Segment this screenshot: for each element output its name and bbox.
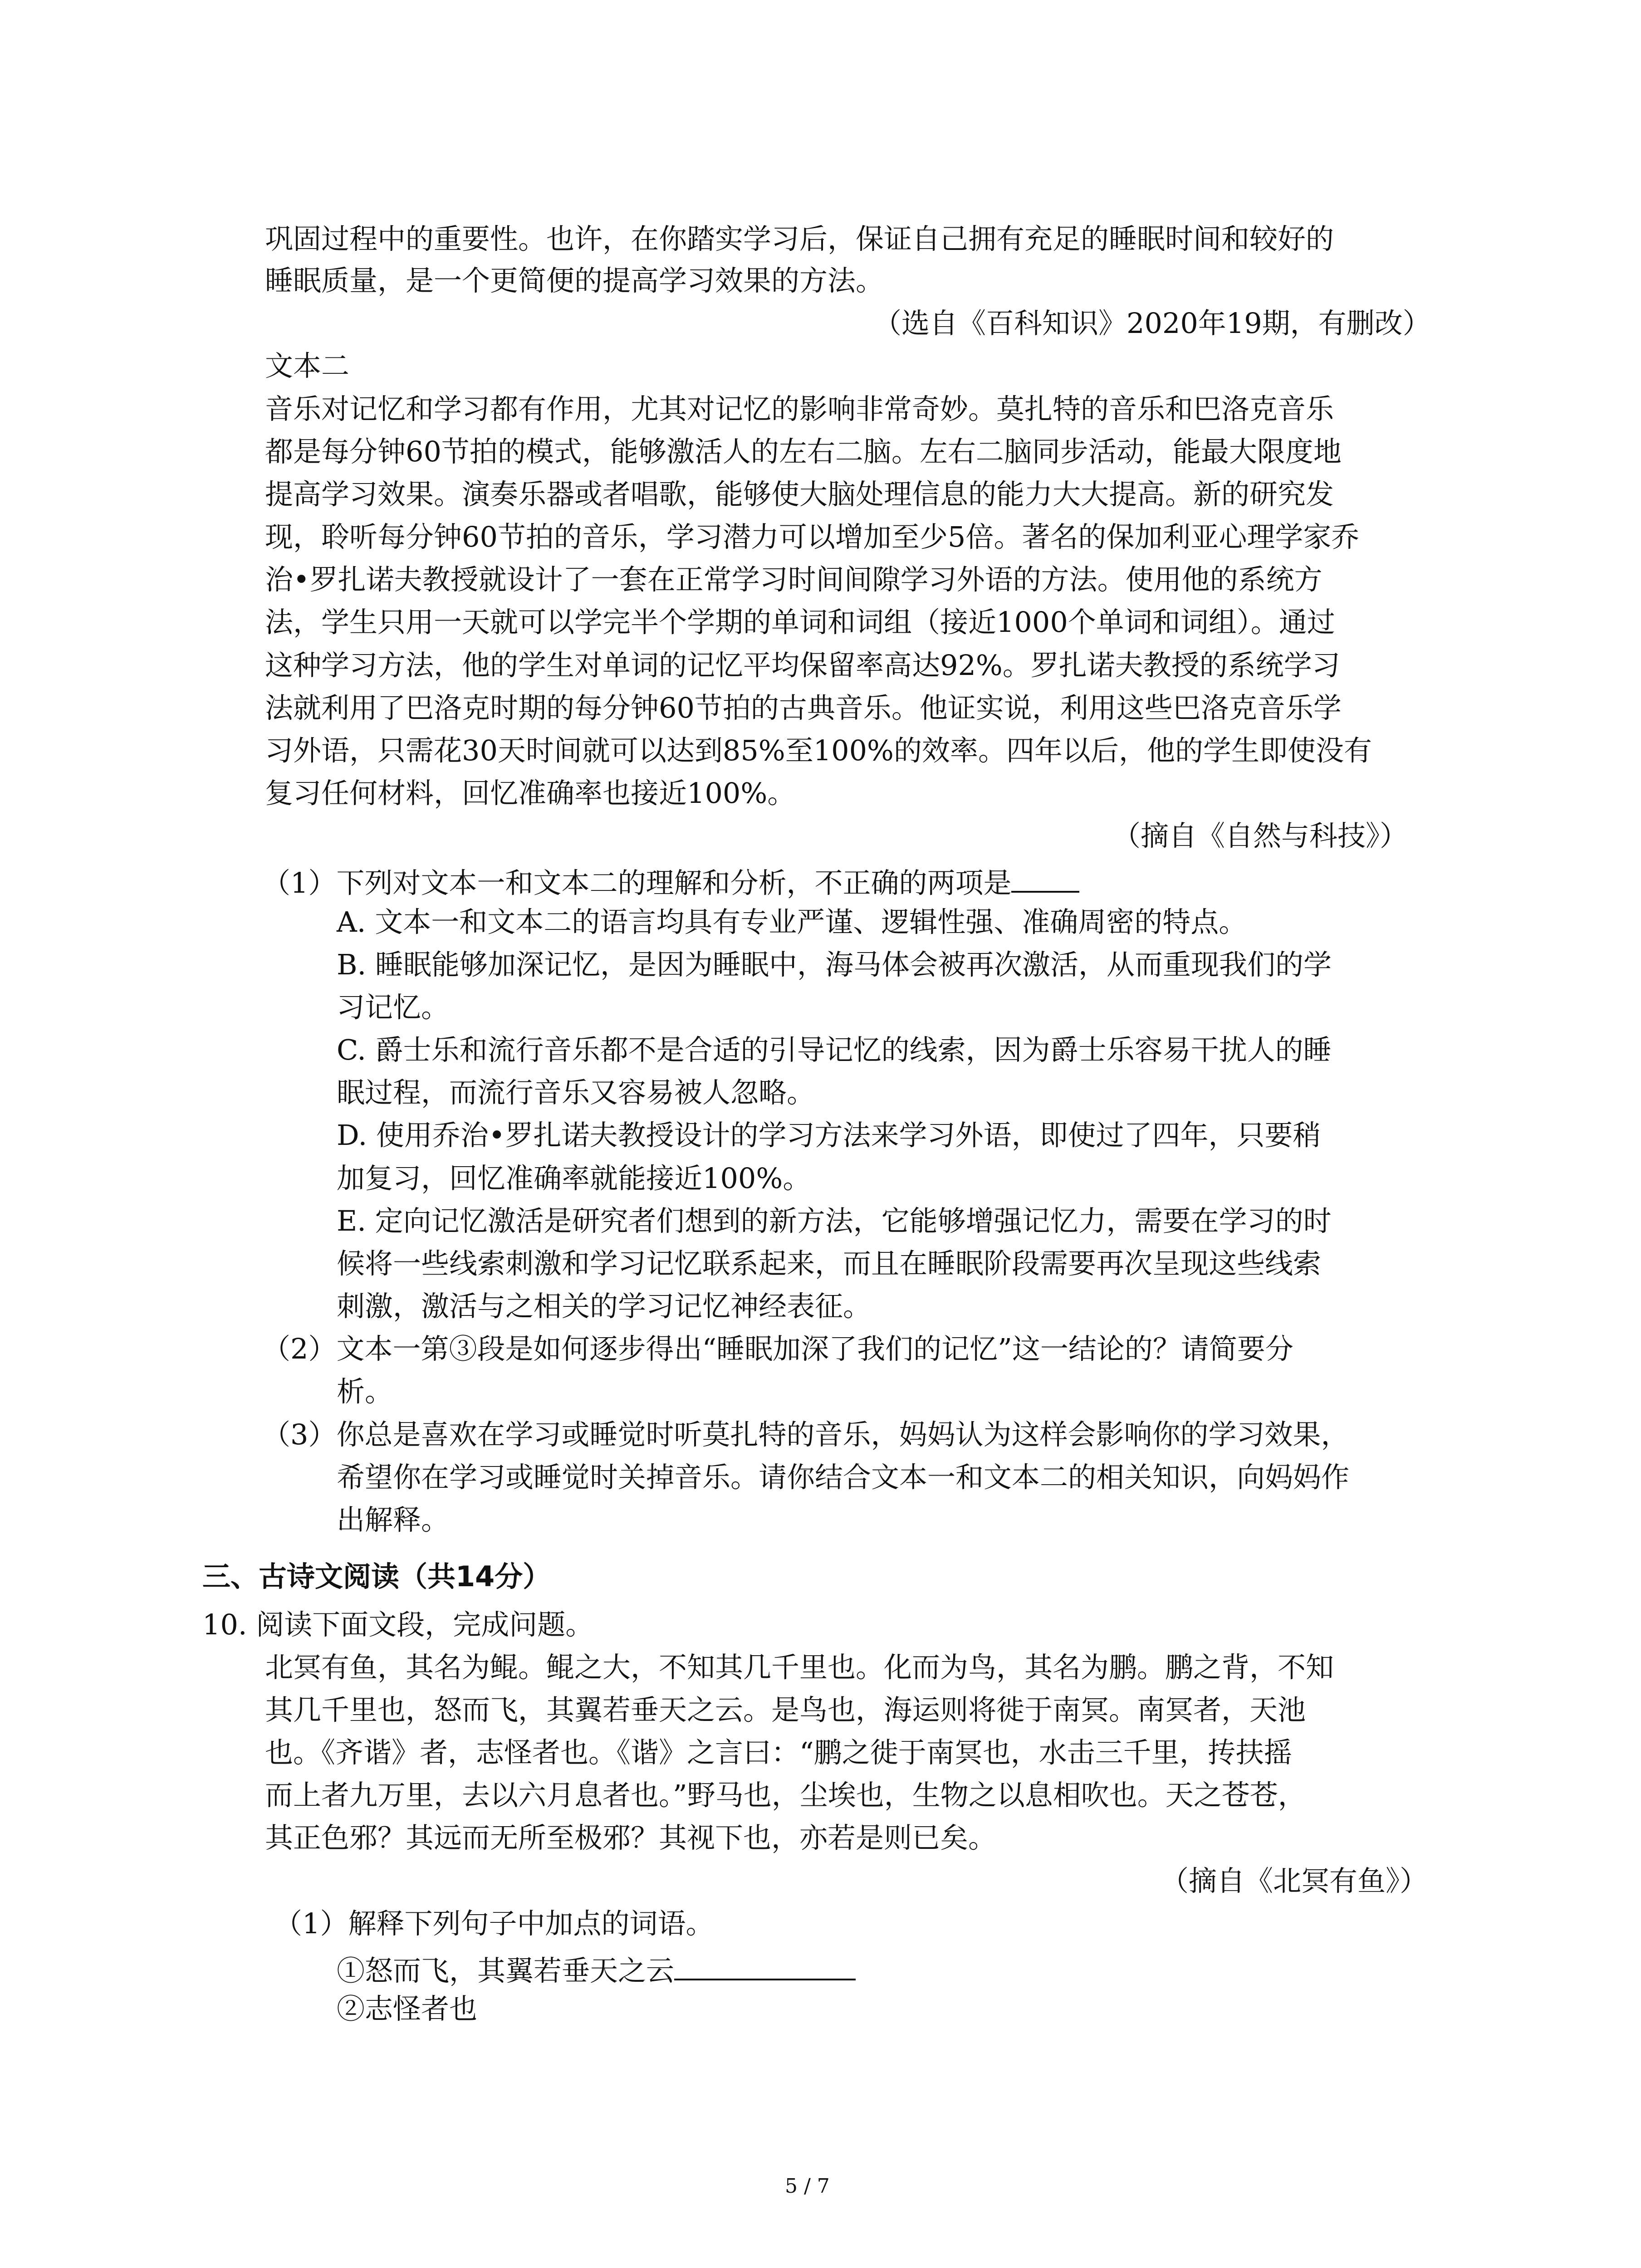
option-d-line-2: 加复习，回忆准确率就能接近100%。	[337, 1162, 811, 1195]
q10-1-question: （1）解释下列句子中加点的词语。	[274, 1907, 714, 1940]
q10-passage-line-4: 而上者九万里，去以六月息者也。”野马也，尘埃也，生物之以息相吹也。天之苍苍，	[265, 1779, 1306, 1812]
option-e-line-3: 刺激，激活与之相关的学习记忆神经表征。	[337, 1290, 872, 1323]
text2-line-4: 现，聆听每分钟60节拍的音乐，学习潜力可以增加至少5倍。著名的保加利亚心理学家乔	[265, 520, 1360, 553]
q9-1-text: （1）下列对文本一和文本二的理解和分析，不正确的两项是	[262, 866, 1012, 899]
option-b-line-1: B. 睡眠能够加深记忆，是因为睡眠中，海马体会被再次激活，从而重现我们的学	[337, 948, 1332, 981]
q9-3-line-3: 出解释。	[337, 1503, 450, 1536]
text2-line-1: 音乐对记忆和学习都有作用，尤其对记忆的影响非常奇妙。莫扎特的音乐和巴洛克音乐	[265, 392, 1334, 425]
q10-passage-line-2: 其几千里也，怒而飞，其翼若垂天之云。是鸟也，海运则将徙于南冥。南冥者，天池	[265, 1693, 1306, 1726]
text2-line-6: 法，学生只用一天就可以学完半个学期的单词和词组（接近1000个单词和词组）。通过	[265, 606, 1335, 639]
text2-source: （摘自《自然与科技》）	[1112, 819, 1408, 852]
text2-line-5: 治•罗扎诺夫教授就设计了一套在正常学习时间间隙学习外语的方法。使用他的系统方	[265, 563, 1323, 596]
text2-line-2: 都是每分钟60节拍的模式，能够激活人的左右二脑。左右二脑同步活动，能最大限度地	[265, 435, 1342, 468]
text2-line-9: 习外语，只需花30天时间就可以达到85%至100%的效率。四年以后，他的学生即使没有	[265, 734, 1372, 767]
section-title: 三、古诗文阅读（共14分）	[202, 1560, 551, 1593]
option-d-line-1: D. 使用乔治•罗扎诺夫教授设计的学习方法来学习外语，即使过了四年，只要稍	[337, 1119, 1321, 1152]
option-a: A. 文本一和文本二的语言均具有专业严谨、逻辑性强、准确周密的特点。	[337, 905, 1247, 938]
q10-passage-line-5: 其正色邪？其远而无所至极邪？其视下也，亦若是则已矣。	[265, 1821, 997, 1854]
text2-line-3: 提高学习效果。演奏乐器或者唱歌，能够使大脑处理信息的能力大大提高。新的研究发	[265, 478, 1334, 511]
q10-passage-line-1: 北冥有鱼，其名为鲲。鲲之大，不知其几千里也。化而为鸟，其名为鹏。鹏之背，不知	[265, 1651, 1334, 1684]
q10-1-item-1	[337, 1952, 856, 1985]
q9-1-question	[262, 865, 1079, 897]
q10-intro: 10. 阅读下面文段，完成问题。	[202, 1608, 594, 1641]
text1-source: （选自《百科知识》2020年19期，有删改）	[873, 307, 1431, 340]
text1-line-1: 巩固过程中的重要性。也许，在你踏实学习后，保证自己拥有充足的睡眠时间和较好的	[265, 222, 1334, 255]
text2-heading: 文本二	[265, 349, 350, 382]
q9-2-line-1: （2）文本一第③段是如何逐步得出“睡眠加深了我们的记忆”这一结论的？请简要分	[262, 1332, 1293, 1365]
option-c-line-2: 眠过程，而流行音乐又容易被人忽略。	[337, 1076, 815, 1109]
q9-3-line-2: 希望你在学习或睡觉时关掉音乐。请你结合文本一和文本二的相关知识，向妈妈作	[337, 1461, 1350, 1494]
text1-line-2: 睡眠质量，是一个更简便的提高学习效果的方法。	[265, 264, 884, 297]
text2-line-7: 这种学习方法，他的学生对单词的记忆平均保留率高达92%。罗扎诺夫教授的系统学习	[265, 649, 1340, 682]
page-number: 5 / 7	[785, 2175, 830, 2198]
option-b-line-2: 习记忆。	[337, 991, 450, 1024]
text2-line-10: 复习任何材料，回忆准确率也接近100%。	[265, 777, 796, 810]
q10-passage-line-3: 也。《齐谐》者，志怪者也。《谐》之言曰：“鹏之徙于南冥也，水击三千里，抟扶摇	[265, 1736, 1292, 1769]
text2-line-8: 法就利用了巴洛克时期的每分钟60节拍的古典音乐。他证实说，利用这些巴洛克音乐学	[265, 691, 1342, 724]
q10-1-item-1-text: ①怒而飞，其翼若垂天之云	[337, 1954, 675, 1987]
option-e-line-1: E. 定向记忆激活是研究者们想到的新方法，它能够增强记忆力，需要在学习的时	[337, 1204, 1332, 1237]
q10-source: （摘自《北冥有鱼》）	[1161, 1864, 1428, 1897]
q10-1-item-2: ②志怪者也	[337, 1992, 478, 2025]
option-e-line-2: 候将一些线索刺激和学习记忆联系起来，而且在睡眠阶段需要再次呈现这些线索	[337, 1247, 1322, 1280]
answer-blank[interactable]	[1011, 865, 1079, 893]
q9-3-line-1: （3）你总是喜欢在学习或睡觉时听莫扎特的音乐，妈妈认为这样会影响你的学习效果，	[262, 1418, 1349, 1451]
answer-blank[interactable]	[674, 1952, 856, 1980]
q9-2-line-2: 析。	[337, 1375, 393, 1408]
option-c-line-1: C. 爵士乐和流行音乐都不是合适的引导记忆的线索，因为爵士乐容易干扰人的睡	[337, 1033, 1332, 1066]
